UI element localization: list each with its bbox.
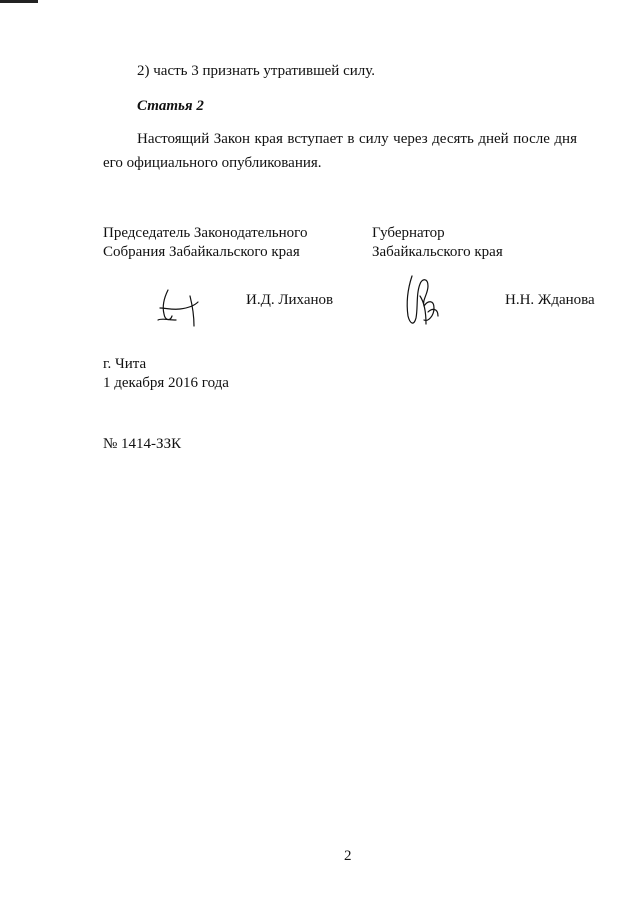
chair-title-block: [103, 224, 307, 262]
date: 1 декабря 2016 года: [103, 375, 229, 391]
page-number: 2: [344, 848, 352, 864]
chair-signature: [150, 284, 206, 330]
place: г. Чита: [103, 356, 147, 372]
chair-name: И.Д. Лиханов: [246, 292, 334, 308]
scan-edge-mark: [0, 0, 38, 3]
chair-title-line1: Председатель Законодательного: [103, 225, 308, 241]
place-date-block: [103, 355, 229, 393]
chair-title-line2: Собрания Забайкальского края: [103, 244, 300, 260]
governor-name: Н.Н. Жданова: [505, 292, 595, 308]
list-item-text: 2) часть 3 признать утратившей силу.: [137, 63, 376, 79]
governor-title-line1: Губернатор: [372, 225, 445, 241]
governor-title-line2: Забайкальского края: [372, 244, 503, 260]
article-heading: Статья 2: [137, 98, 204, 114]
law-number: № 1414-ЗЗК: [103, 436, 182, 452]
governor-signature: [398, 272, 446, 330]
article-body: Настоящий Закон края вступает в силу через десять дней после дня его официального опубликования.: [103, 131, 577, 171]
governor-title-block: [372, 224, 503, 262]
